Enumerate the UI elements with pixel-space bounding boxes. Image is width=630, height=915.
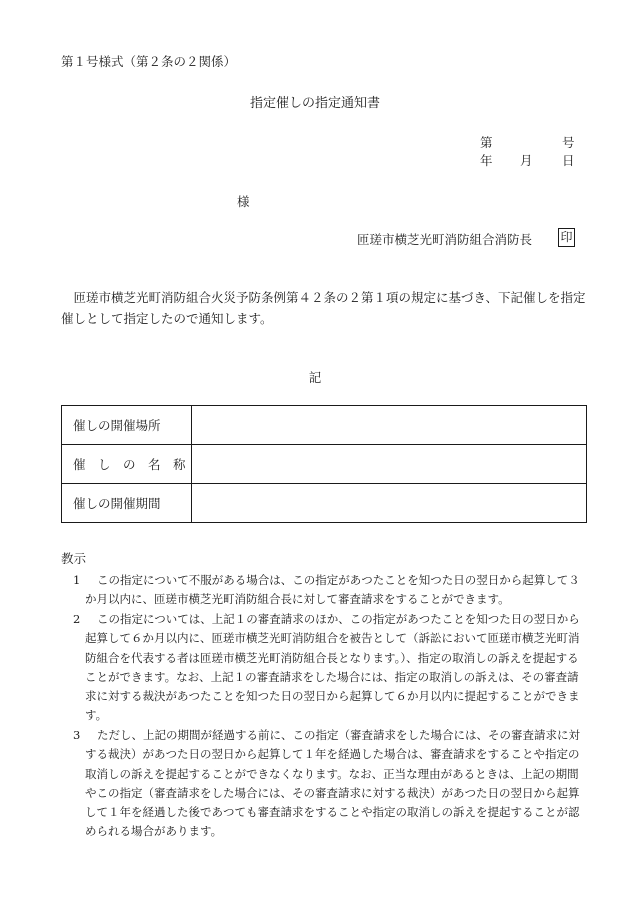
- issue-number-suffix: 号: [562, 135, 575, 150]
- seal-mark: 印: [558, 228, 575, 247]
- date-month-label: 月: [520, 153, 533, 168]
- event-info-table: [61, 405, 587, 523]
- venue-value: [192, 406, 587, 445]
- period-label: 催しの開催期間: [62, 484, 192, 523]
- document-title: 指定催しの指定通知書: [249, 96, 380, 111]
- table-row: [62, 445, 587, 484]
- date-day-label: 日: [562, 153, 575, 168]
- instruction-number: 1: [73, 573, 81, 587]
- recipient-honorific: 様: [237, 194, 250, 209]
- issue-number-prefix: 第: [480, 135, 493, 150]
- instruction-text: ただし、上記の期間が経過する前に、この指定（審査請求をした場合には、その審査請求に対する裁決）があつた日の翌日から起算して１年を経過した場合は、審査請求をすることや指定の取消しの訴えを提起することができなくなります。なお、正当な理由があるときは、上記の期間やこの指定（審査請求をした場合には、その審査請求に対する裁決）があつた日の翌日から起算して１年を経過した後であつても審査請求をすることや指定の取消しの訴えを提起することが認められる場合があります。: [85, 728, 580, 839]
- event-name-value: [192, 445, 587, 484]
- issuer-name: 匝瑳市横芝光町消防組合消防長: [357, 232, 533, 247]
- table-row: [62, 484, 587, 523]
- instruction-number: 2: [73, 612, 81, 626]
- instruction-text: この指定について不服がある場合は、この指定があつたことを知つた日の翌日から起算して３か月以内に、匝瑳市横芝光町消防組合長に対して審査請求をすることができます。: [85, 573, 580, 607]
- table-row: [62, 406, 587, 445]
- notification-body: 匝瑳市横芝光町消防組合火災予防条例第４２条の２第１項の規定に基づき、下記催しを指定催しとして指定したので通知します。: [61, 290, 586, 326]
- instruction-number: 3: [73, 728, 81, 742]
- instruction-text: この指定については、上記１の審査請求のほか、この指定があつたことを知つた日の翌日から起算して６か月以内に、匝瑳市横芝光町消防組合を被告として（訴訟において匝瑳市横芝光町消防組合を代表する者は匝瑳市横芝光町消防組合長となります。）、指定の取消しの訴えを提起することができます。なお、上記１の審査請求をした場合には、指定の取消しの訴えは、その審査請求に対する裁決があつたことを知つた日の翌日から起算して６か月以内に提起することができます。: [85, 612, 580, 723]
- event-name-label: 催 し の 名 称: [62, 445, 192, 484]
- period-value: [192, 484, 587, 523]
- venue-label: 催しの開催場所: [62, 406, 192, 445]
- instruction-heading: 教示: [61, 551, 87, 566]
- date-year-label: 年: [480, 153, 493, 168]
- form-number: 第１号様式（第２条の２関係）: [61, 54, 237, 69]
- ki-heading: 記: [308, 370, 322, 385]
